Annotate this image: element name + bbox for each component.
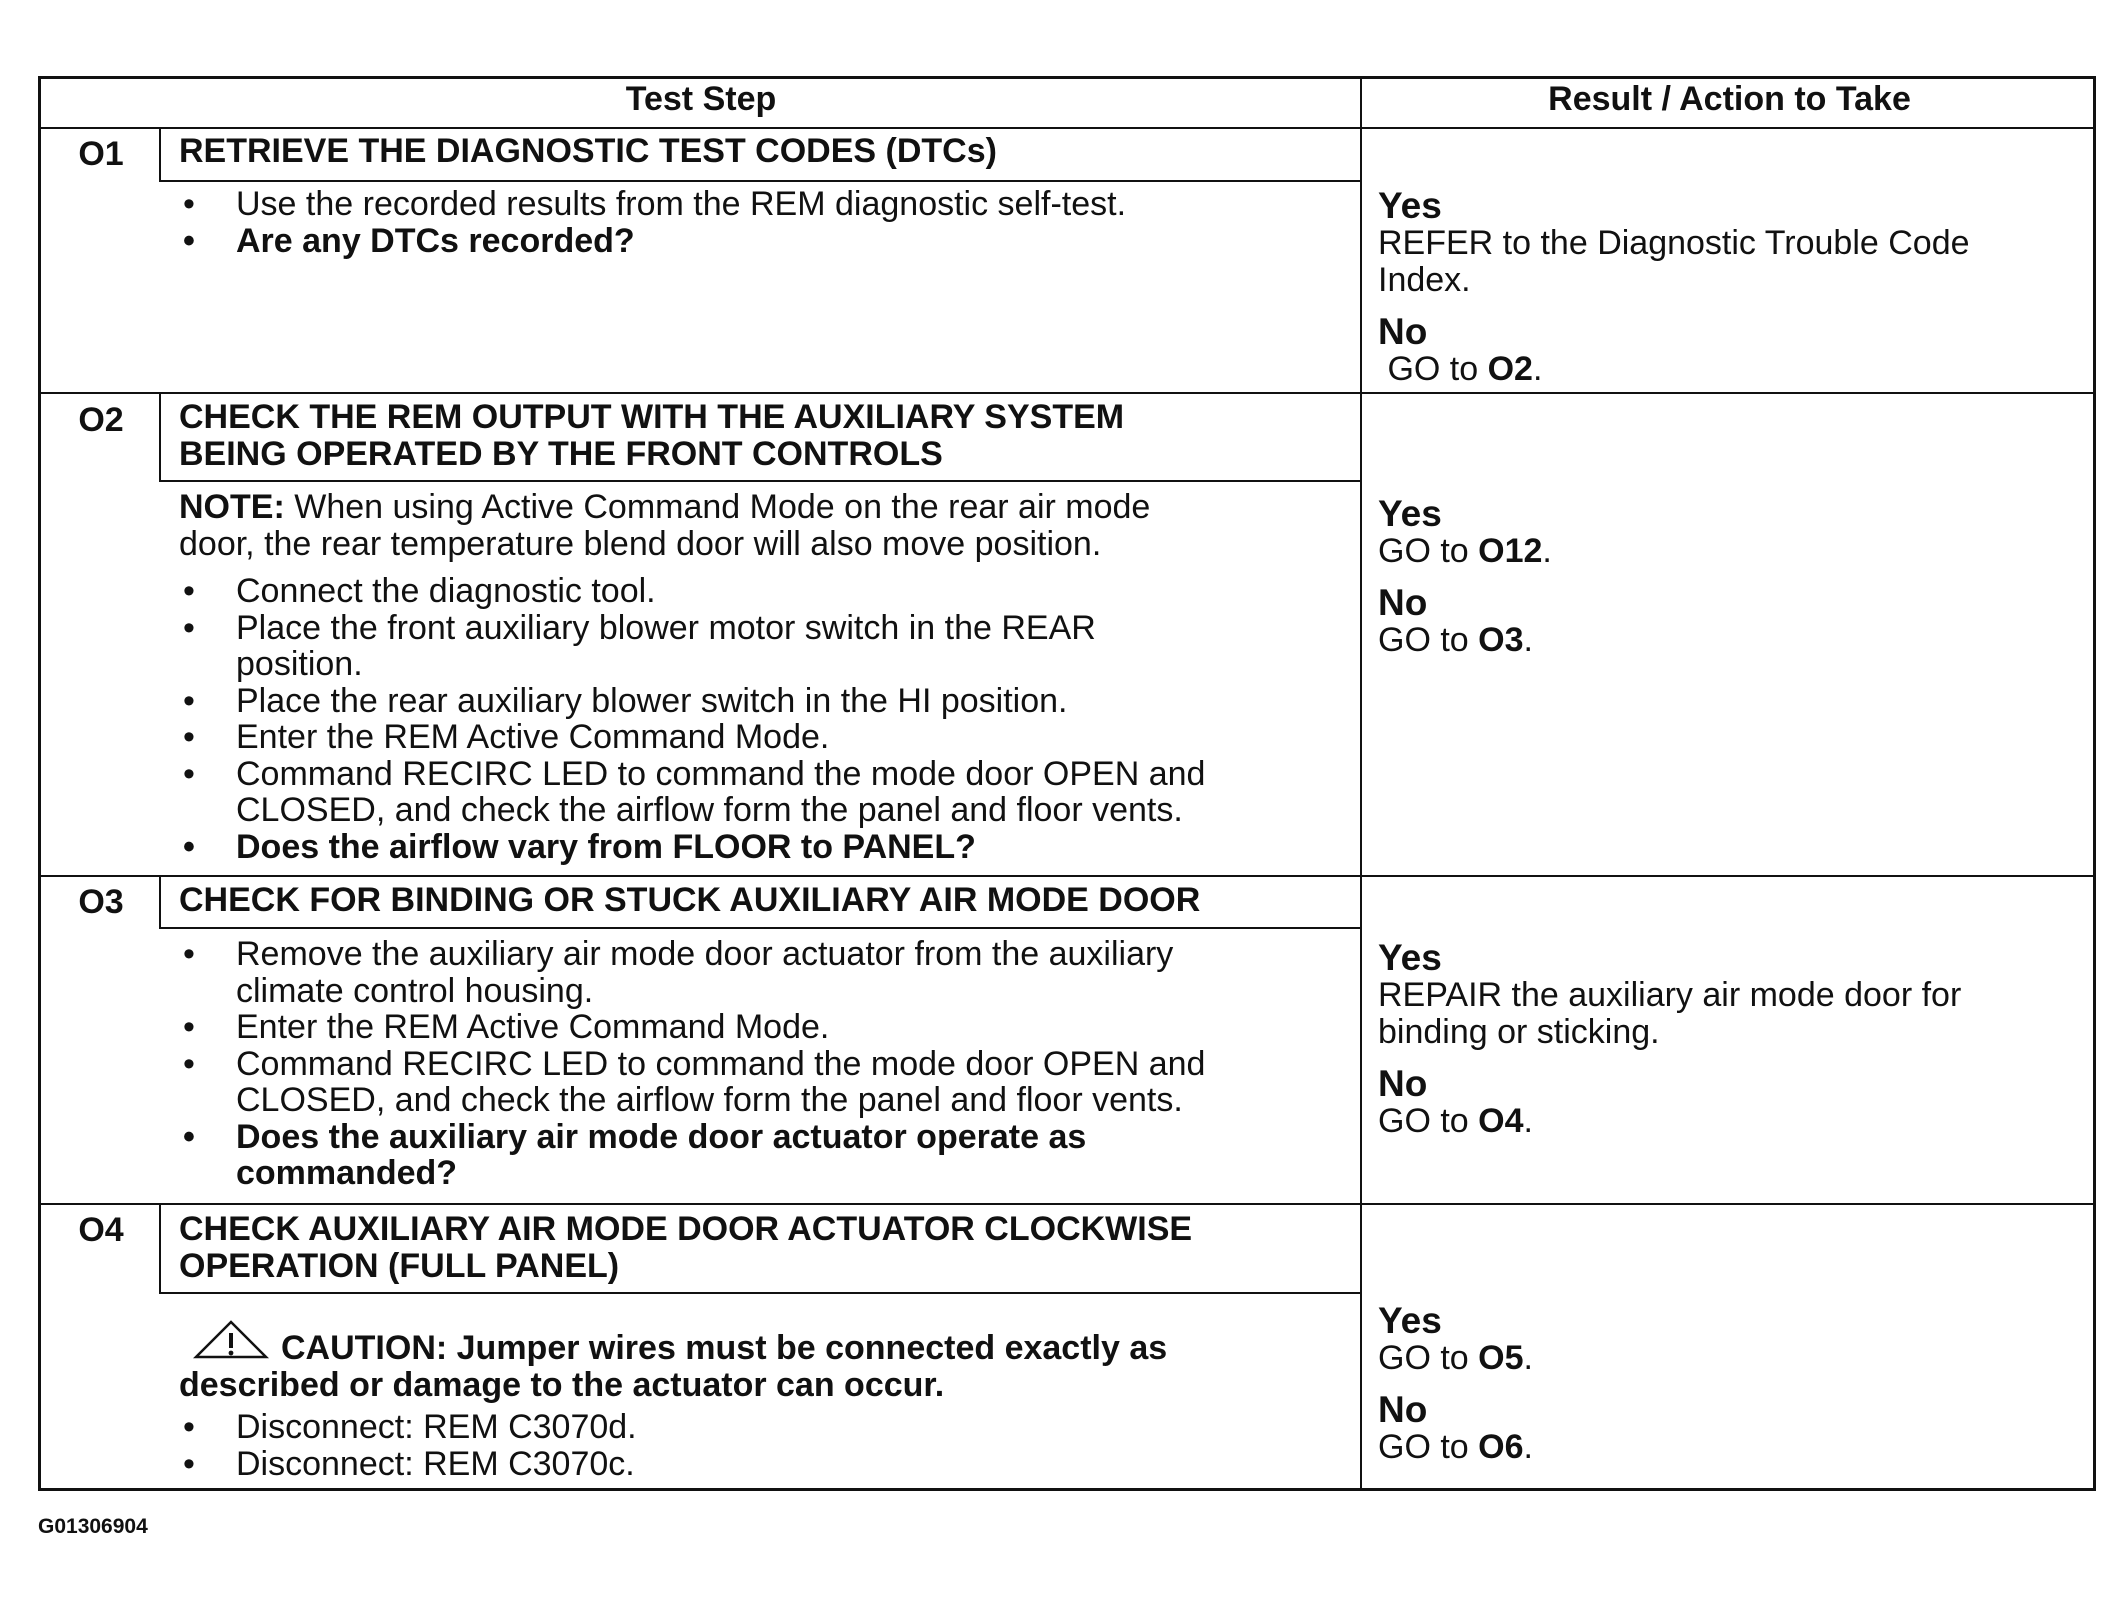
bullet-item: • Enter the REM Active Command Mode.	[179, 719, 1349, 756]
step-number: O1	[78, 135, 124, 173]
bullet-question: • Are any DTCs recorded?	[179, 223, 1349, 260]
bullet-item: • Remove the auxiliary air mode door actuator from the auxiliary climate control housing.	[179, 936, 1349, 1009]
step-result	[1378, 187, 2078, 388]
result-no-action: GO to O3.	[1378, 621, 1533, 659]
result-yes-label: Yes	[1378, 493, 1442, 534]
bullet-item: • Place the rear auxiliary blower switch in the HI position.	[179, 683, 1349, 720]
step-title: CHECK FOR BINDING OR STUCK AUXILIARY AIR MODE DOOR	[179, 881, 1201, 919]
bullet-item: • Command RECIRC LED to command the mode door OPEN and CLOSED, and check the airflow form the panel and floor vents.	[179, 1046, 1349, 1119]
result-no-action: GO to O2.	[1387, 350, 1543, 388]
result-no-action: GO to O6.	[1378, 1428, 1533, 1466]
result-no-label: No	[1378, 582, 1428, 623]
bullet-item: • Disconnect: REM C3070d.	[179, 1409, 1349, 1446]
result-yes-action: REFER to the Diagnostic Trouble Code Index.	[1378, 224, 1970, 299]
row-rule	[41, 392, 2096, 394]
result-no-label: No	[1378, 1063, 1428, 1104]
step-bullets	[179, 936, 1349, 1192]
result-yes-label: Yes	[1378, 185, 1442, 226]
bullet-item: • Command RECIRC LED to command the mode door OPEN and CLOSED, and check the airflow form the panel and floor vents.	[179, 756, 1349, 829]
step-number-divider	[159, 1203, 161, 1293]
bullet-item: • Connect the diagnostic tool.	[179, 573, 1349, 610]
title-rule	[159, 927, 1361, 929]
caution-icon	[193, 1319, 269, 1361]
result-yes-action: REPAIR the auxiliary air mode door for binding or sticking.	[1378, 976, 1962, 1051]
bullet-item: • Place the front auxiliary blower motor switch in the REAR position.	[179, 610, 1349, 683]
row-rule	[41, 1203, 2096, 1205]
row-rule	[41, 875, 2096, 877]
result-no-action: GO to O4.	[1378, 1102, 1533, 1140]
step-title: RETRIEVE THE DIAGNOSTIC TEST CODES (DTCs)	[179, 132, 997, 170]
result-no-label: No	[1378, 311, 1428, 352]
title-rule	[159, 480, 1361, 482]
step-note: NOTE: When using Active Command Mode on the rear air mode door, the rear temperature blend door will also move position.	[179, 488, 1151, 563]
header-test-step: Test Step	[625, 80, 777, 118]
step-result	[1378, 1302, 2078, 1466]
diagnostic-table	[38, 76, 2096, 1491]
step-bullets	[179, 573, 1349, 865]
result-yes-label: Yes	[1378, 1300, 1442, 1341]
step-number: O2	[78, 401, 124, 439]
bullet-question: • Does the airflow vary from FLOOR to PANEL?	[179, 829, 1349, 866]
title-rule	[159, 180, 1361, 182]
step-number: O3	[78, 883, 124, 921]
result-no-label: No	[1378, 1389, 1428, 1430]
step-title: CHECK THE REM OUTPUT WITH THE AUXILIARY SYSTEM BEING OPERATED BY THE FRONT CONTROLS	[179, 398, 1125, 473]
bullet-item: • Disconnect: REM C3070c.	[179, 1446, 1349, 1483]
step-number-divider	[159, 127, 161, 181]
step-result	[1378, 939, 2078, 1140]
step-number-divider	[159, 392, 161, 481]
caution-block: CAUTION: Jumper wires must be connected exactly as described or damage to the actuator can occur.	[179, 1319, 1167, 1404]
bullet-item: • Enter the REM Active Command Mode.	[179, 1009, 1349, 1046]
header-result-action: Result / Action to Take	[1548, 80, 1911, 118]
figure-id: G01306904	[38, 1515, 148, 1538]
result-yes-action: GO to O12.	[1378, 532, 1552, 570]
step-title: CHECK AUXILIARY AIR MODE DOOR ACTUATOR CLOCKWISE OPERATION (FULL PANEL)	[179, 1210, 1193, 1285]
header-rule	[41, 127, 2096, 129]
step-result	[1378, 495, 2078, 659]
column-divider	[1360, 79, 1362, 1491]
bullet-item: • Use the recorded results from the REM diagnostic self-test.	[179, 186, 1349, 223]
result-yes-action: GO to O5.	[1378, 1339, 1533, 1377]
step-bullets	[179, 1409, 1349, 1482]
step-number: O4	[78, 1211, 124, 1249]
result-yes-label: Yes	[1378, 937, 1442, 978]
step-bullets	[179, 186, 1349, 259]
step-number-divider	[159, 875, 161, 928]
bullet-question: • Does the auxiliary air mode door actuator operate as commanded?	[179, 1119, 1349, 1192]
title-rule	[159, 1292, 1361, 1294]
